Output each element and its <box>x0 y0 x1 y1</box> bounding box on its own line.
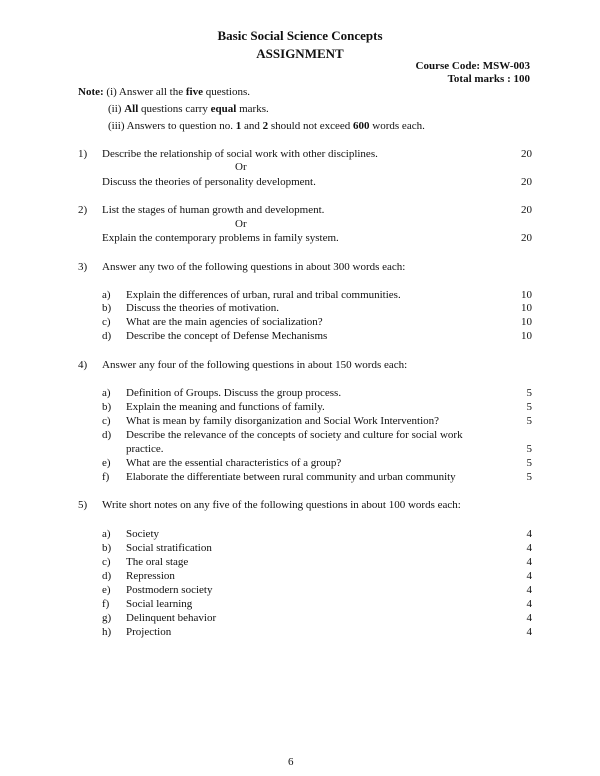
q5-item-text: Repression <box>126 570 175 582</box>
course-code: Course Code: MSW-003 <box>415 60 530 72</box>
note-line2-mid: questions carry <box>141 103 208 115</box>
note-line3-b1: 1 <box>235 120 242 132</box>
q5-intro: Write short notes on any five of the following questions in about 100 words each: <box>102 499 461 511</box>
q5-item-marks: 4 <box>526 570 532 582</box>
q5-item-label: d) <box>102 570 112 582</box>
q4-item-marks: 5 <box>526 443 532 455</box>
q4-item-text: Definition of Groups. Discuss the group process. <box>126 387 342 399</box>
note-line1-bold: five <box>185 86 203 98</box>
q3-item-label: c) <box>102 316 111 328</box>
note-line2-bold2: equal <box>210 103 237 115</box>
q3-item-text: Discuss the theories of motivation. <box>126 302 280 314</box>
q4-item-marks: 5 <box>526 387 532 399</box>
q4-item-label: f) <box>102 471 110 483</box>
q5-item-label: f) <box>102 598 110 610</box>
q4-item-label: e) <box>102 457 111 469</box>
q3-item-text: Describe the concept of Defense Mechanisms <box>126 330 328 342</box>
page-number: 6 <box>288 756 294 768</box>
q5-item-label: a) <box>102 528 111 540</box>
q3-item-text: Explain the differences of urban, rural and tribal communities. <box>126 289 401 301</box>
note-label: Note: <box>78 86 104 98</box>
q5-item-text: Society <box>126 528 159 540</box>
q3-item-marks: 10 <box>521 316 532 328</box>
q4-intro: Answer any four of the following questions in about 150 words each: <box>102 359 408 371</box>
q4-item-label: d) <box>102 429 112 441</box>
q5-item-marks: 4 <box>526 626 532 638</box>
q3-item-marks: 10 <box>521 302 532 314</box>
q4-item-marks: 5 <box>526 415 532 427</box>
q3-intro: Answer any two of the following questions in about 300 words each: <box>102 261 406 273</box>
q5-item-label: b) <box>102 542 112 554</box>
q1-option-a: Describe the relationship of social work with other disciplines. <box>102 148 378 160</box>
q5-item-text: Postmodern society <box>126 584 213 596</box>
q4-item-marks: 5 <box>526 401 532 413</box>
note-line3-mid: should not exceed <box>270 120 351 132</box>
q4-number: 4) <box>78 359 88 371</box>
q4-item-text: Describe the relevance of the concepts of society and culture for social work <box>126 429 463 441</box>
q5-item-text: Delinquent behavior <box>126 612 217 624</box>
q1-a-marks: 20 <box>521 148 532 160</box>
q5-item-text: Projection <box>126 626 172 638</box>
q5-item-marks: 4 <box>526 584 532 596</box>
q5-item-text: Social stratification <box>126 542 212 554</box>
assignment-heading: ASSIGNMENT <box>256 46 344 61</box>
total-marks: Total marks : 100 <box>447 73 530 85</box>
note-line-3 <box>108 120 425 132</box>
q4-item-label: a) <box>102 387 111 399</box>
note-line1-pre: (i) Answer all the <box>106 86 184 98</box>
note-line3-post: words each. <box>372 120 425 132</box>
q5-item-label: e) <box>102 584 111 596</box>
q5-item-marks: 4 <box>526 612 532 624</box>
q4-item-text: What is mean by family disorganization and Social Work Intervention? <box>126 415 440 427</box>
q3-item-text: What are the main agencies of socialization? <box>126 316 323 328</box>
note-line3-pre: (iii) Answers to question no. <box>108 120 233 132</box>
note-line-2 <box>108 103 269 115</box>
q5-item-label: g) <box>102 612 112 624</box>
q5-item-marks: 4 <box>526 528 532 540</box>
q1-b-marks: 20 <box>521 176 532 188</box>
q5-item-marks: 4 <box>526 598 532 610</box>
q3-item-label: a) <box>102 289 111 301</box>
q2-option-b: Explain the contemporary problems in family system. <box>102 232 339 244</box>
note-line2-post: marks. <box>239 103 269 115</box>
q2-a-marks: 20 <box>521 204 532 216</box>
note-line-1 <box>78 86 250 98</box>
q5-item-label: h) <box>102 626 112 638</box>
q3-number: 3) <box>78 261 88 273</box>
q5-item-text: Social learning <box>126 598 193 610</box>
q4-item-marks: 5 <box>526 471 532 483</box>
q4-item-text-continued: practice. <box>126 443 164 455</box>
q1-option-b: Discuss the theories of personality development. <box>102 176 316 188</box>
q4-item-label: c) <box>102 415 111 427</box>
note-line3-b2: 2 <box>262 120 269 132</box>
q5-item-label: c) <box>102 556 111 568</box>
note-line3-and: and <box>243 120 260 132</box>
q3-item-label: b) <box>102 302 112 314</box>
q2-option-a: List the stages of human growth and development. <box>102 204 325 216</box>
q5-item-text: The oral stage <box>126 556 189 568</box>
q1-or: Or <box>235 161 247 173</box>
note-line3-b3: 600 <box>353 120 370 132</box>
q2-b-marks: 20 <box>521 232 532 244</box>
q2-or: Or <box>235 218 247 230</box>
q3-item-label: d) <box>102 330 112 342</box>
q1-number: 1) <box>78 148 88 160</box>
q4-item-text: Explain the meaning and functions of family. <box>126 401 325 413</box>
note-line2-bold1: All <box>124 103 139 115</box>
q5-item-marks: 4 <box>526 542 532 554</box>
note-line2-pre: (ii) <box>108 103 122 115</box>
q5-number: 5) <box>78 499 88 511</box>
q2-number: 2) <box>78 204 88 216</box>
q3-item-marks: 10 <box>521 289 532 301</box>
q4-item-text: What are the essential characteristics of a group? <box>126 457 342 469</box>
q4-item-text: Elaborate the differentiate between rural community and urban community <box>126 471 456 483</box>
q3-item-marks: 10 <box>521 330 532 342</box>
q4-item-label: b) <box>102 401 112 413</box>
course-title: Basic Social Science Concepts <box>217 28 383 43</box>
q4-item-marks: 5 <box>526 457 532 469</box>
note-line1-post: questions. <box>205 86 251 98</box>
q5-item-marks: 4 <box>526 556 532 568</box>
